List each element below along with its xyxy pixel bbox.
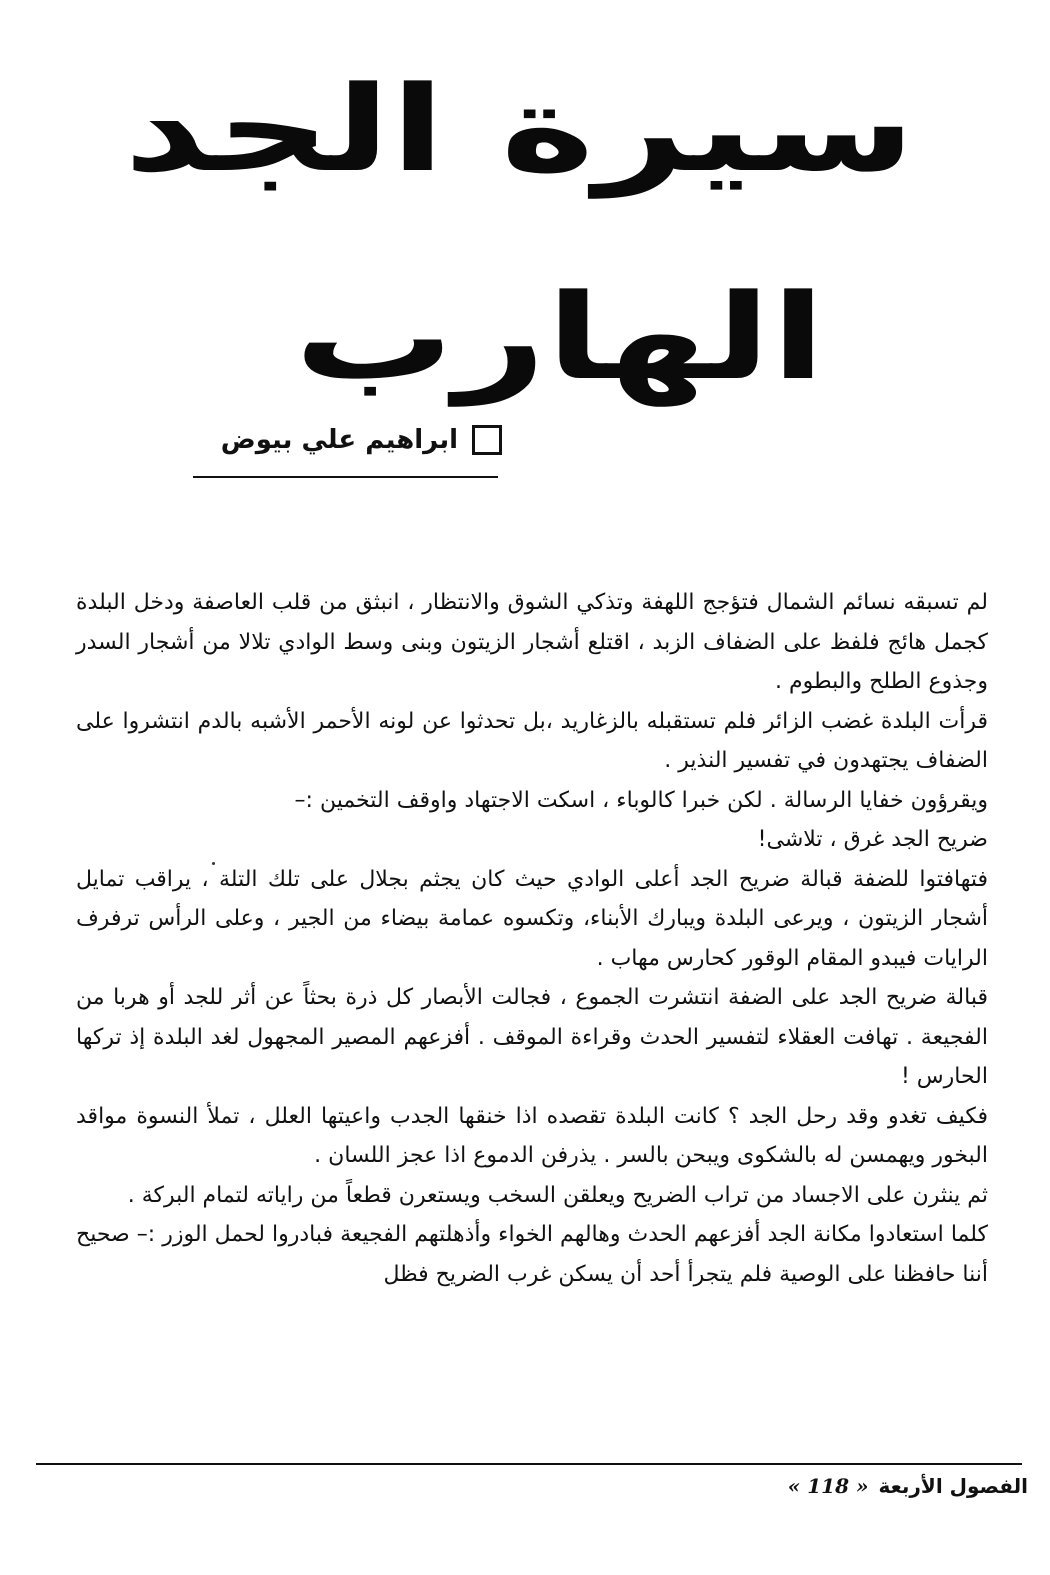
- byline-underline: [193, 476, 498, 478]
- paragraph-7: فكيف تغدو وقد رحل الجد ؟ كانت البلدة تقصده اذا خنقها الجدب واعيتها العلل ، تملأ النسوة مواقد البخور ويهمسن له بالشكوى ويبحن بالسر . يذرفن الدموع اذا عجز اللسان .: [76, 1103, 988, 1168]
- paragraph-6: قبالة ضريح الجد على الضفة انتشرت الجموع ، فجالت الأبصار كل ذرة بحثاً عن أثر للجد أو هربا من الفجيعة . تهافت العقلاء لتفسير الحدث وقراءة الموقف . أفزعهم المصير المجهول لغد البلدة إذ تركها الحارس !: [76, 985, 988, 1089]
- paragraph-3: ويقرؤون خفايا الرسالة . لكن خبرا كالوباء ، اسكت الاجتهاد واوقف التخمين :–: [294, 787, 988, 813]
- paragraph-5: فتهافتوا للضفة قبالة ضريح الجد أعلى الوادي حيث كان يجثم بجلال على تلك التلة ، يراقب تمايل أشجار الزيتون ، ويرعى البلدة ويبارك الأبناء، وتكسوه عمامة بيضاء من الجير ، وعلى الرأس ترفرف الرايات فيبدو المقام الوقور كحارس مهاب .: [76, 866, 988, 971]
- magazine-name: الفصول الأربعة: [878, 1474, 1028, 1498]
- scan-speck: [212, 862, 215, 865]
- paragraph-4: ضريح الجد غرق ، تلاشى!: [757, 827, 988, 852]
- footer-rule: [36, 1463, 1022, 1465]
- page-number: « 118 »: [787, 1474, 869, 1498]
- paragraph-8: ثم ينثرن على الاجساد من تراب الضريح ويعلقن السخب ويستعرن قطعاً من راياته لتمام البركة .: [127, 1182, 988, 1208]
- paragraph-1: لم تسبقه نسائم الشمال فتؤجج اللهفة وتذكي الشوق والانتظار ، انبثق من قلب العاصفة ودخل البلدة كجمل هائج فلفظ على الضفاف الزبد ، اقتلع أشجار الزيتون وبنى وسط الوادي تلالا من أشجار السدر وجذوع الطلح والبطوم .: [76, 590, 988, 694]
- article-body: [76, 583, 988, 1294]
- page-footer: [788, 1474, 1028, 1498]
- author-name: ابراهيم علي بيوض: [220, 425, 458, 455]
- byline-square-icon: [472, 425, 502, 455]
- byline: [221, 425, 502, 455]
- paragraph-9: كلما استعادوا مكانة الجد أفزعهم الحدث وهالهم الخواء وأذهلتهم الفجيعة فبادروا لحمل الوزر :– صحيح أننا حافظنا على الوصية فلم يتجرأ أحد أن يسكن غرب الضريح فظل: [76, 1222, 988, 1287]
- title-line-1: سيرة الجد: [123, 60, 915, 198]
- title-line-2: الهارب: [293, 268, 825, 406]
- paragraph-2: قرأت البلدة غضب الزائر فلم تستقبله بالزغاريد ،بل تحدثوا عن لونه الأحمر الأشبه بالدم انتشروا على الضفاف يجتهدون في تفسير النذير .: [76, 708, 988, 773]
